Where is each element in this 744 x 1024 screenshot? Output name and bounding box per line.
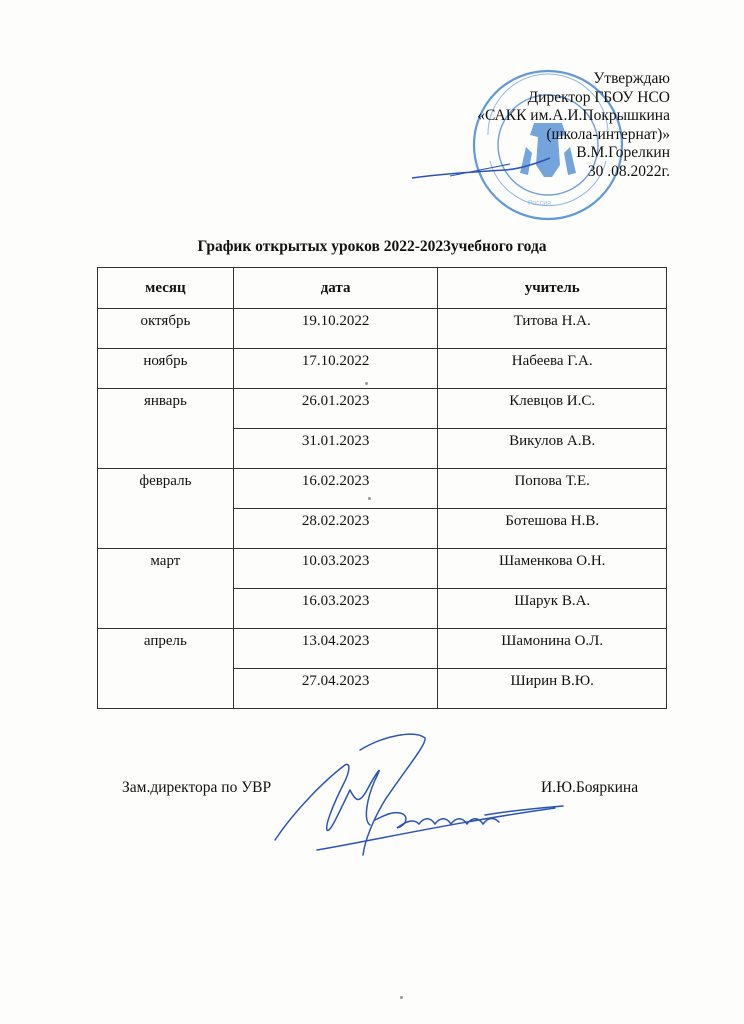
date-cell: 16.02.2023 [233,469,438,509]
table-row [98,309,667,349]
deputy-director-signature [255,730,575,870]
approval-line: (школа-интернат)» [546,125,670,143]
month-cell: апрель [98,629,234,709]
approval-block [477,70,670,181]
document-title: График открытых уроков 2022-2023учебного года [197,238,547,255]
signatory-name: И.Ю.Бояркина [541,779,639,796]
column-header-month: месяц [98,268,234,309]
table-row [98,469,667,509]
scan-speck [400,996,403,999]
teacher-cell: Набеева Г.А. [438,349,667,389]
table-row [98,549,667,589]
signatory-position: Зам.директора по УВР [122,779,272,796]
approval-line: «САКК им.А.И.Покрышкина [477,107,670,124]
teacher-cell: Титова Н.А. [438,309,667,349]
month-cell: февраль [98,469,234,549]
date-cell: 28.02.2023 [233,509,438,549]
date-cell: 10.03.2023 [233,549,438,589]
table-row [98,389,667,429]
date-cell: 13.04.2023 [233,629,438,669]
approval-date: 30 .08.2022г. [587,162,670,180]
teacher-cell: Шаменкова О.Н. [438,549,667,589]
column-header-teacher: учитель [438,268,667,309]
teacher-cell: Шарук В.А. [438,589,667,629]
month-cell: март [98,549,234,629]
approval-line: В.М.Горелкин [576,144,670,161]
teacher-cell: Клевцов И.С. [438,389,667,429]
month-cell: ноябрь [98,349,234,389]
date-cell: 26.01.2023 [233,389,438,429]
date-cell: 19.10.2022 [233,309,438,349]
teacher-cell: Ширин В.Ю. [438,669,667,709]
date-cell: 27.04.2023 [233,669,438,709]
approval-line: Утверждаю [593,70,670,87]
teacher-cell: Викулов А.В. [438,429,667,469]
table-row [98,349,667,389]
month-cell: январь [98,389,234,469]
column-header-date: дата [233,268,438,309]
teacher-cell: Шамонина О.Л. [438,629,667,669]
teacher-cell: Попова Т.Е. [438,469,667,509]
scan-speck [365,382,368,385]
table-header-row [98,268,667,309]
svg-text:Россия: Россия [528,200,551,207]
date-cell: 17.10.2022 [233,349,438,389]
month-cell: октябрь [98,309,234,349]
date-cell: 31.01.2023 [233,429,438,469]
date-cell: 16.03.2023 [233,589,438,629]
table-row [98,629,667,669]
teacher-cell: Ботешова Н.В. [438,509,667,549]
approval-line: Директор ГБОУ НСО [527,88,670,106]
schedule-table [97,267,667,709]
scan-speck [368,497,371,500]
